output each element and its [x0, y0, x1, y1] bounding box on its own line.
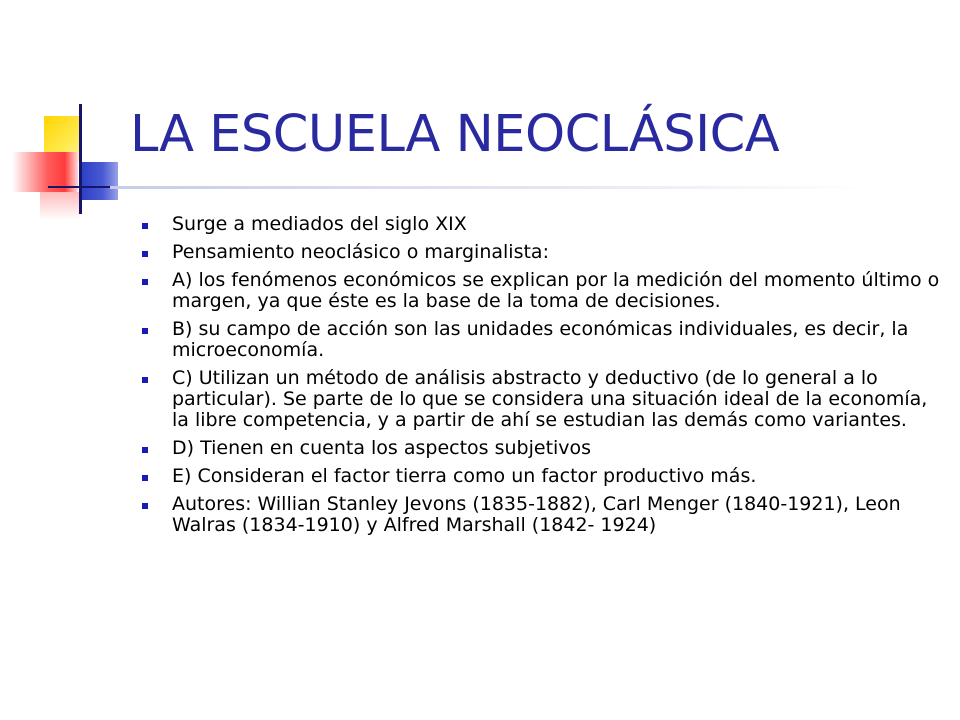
slide-title: LA ESCUELA NEOCLÁSICA — [130, 105, 780, 164]
bullet-item — [140, 438, 940, 459]
title-divider — [110, 186, 870, 189]
bullet-item — [140, 466, 940, 487]
square-bullet-icon — [142, 377, 148, 383]
bullet-item — [140, 319, 940, 361]
bullet-text: D) Tienen en cuenta los aspectos subjetivos — [172, 437, 592, 459]
logo-vertical-line — [79, 104, 82, 214]
square-bullet-icon — [142, 279, 148, 285]
bullet-item — [140, 368, 940, 431]
square-bullet-icon — [142, 447, 148, 453]
bullet-text: Surge a mediados del siglo XIX — [172, 213, 467, 235]
bullet-text: Pensamiento neoclásico o marginalista: — [172, 241, 549, 263]
square-bullet-icon — [142, 503, 148, 509]
bullet-text: C) Utilizan un método de análisis abstracto y deductivo (de lo general a lo particular). Se parte de lo que se considera una situación ideal de la economía, la libre competencia, y a partir de ahí se estudian las demás como variantes. — [172, 367, 928, 431]
logo-blue-square — [80, 162, 118, 200]
bullet-item — [140, 214, 940, 235]
bullet-text: B) su campo de acción son las unidades económicas individuales, es decir, la microeconomía. — [172, 318, 909, 361]
square-bullet-icon — [142, 475, 148, 481]
bullet-item — [140, 494, 940, 536]
square-bullet-icon — [142, 251, 148, 257]
square-bullet-icon — [142, 223, 148, 229]
bullet-text: Autores: Willian Stanley Jevons (1835-1882), Carl Menger (1840-1921), Leon Walras (1834-1910) y Alfred Marshall (1842- 1924) — [172, 493, 901, 536]
colored-squares-logo-icon — [0, 0, 140, 230]
bullet-item — [140, 270, 940, 312]
bullet-item — [140, 242, 940, 263]
bullet-text: A) los fenómenos económicos se explican por la medición del momento último o margen, ya que éste es la base de la toma de decisiones. — [172, 269, 940, 312]
square-bullet-icon — [142, 328, 148, 334]
bullet-text: E) Consideran el factor tierra como un factor productivo más. — [172, 465, 757, 487]
bullet-list — [140, 214, 940, 543]
logo-red-fade — [40, 192, 80, 220]
